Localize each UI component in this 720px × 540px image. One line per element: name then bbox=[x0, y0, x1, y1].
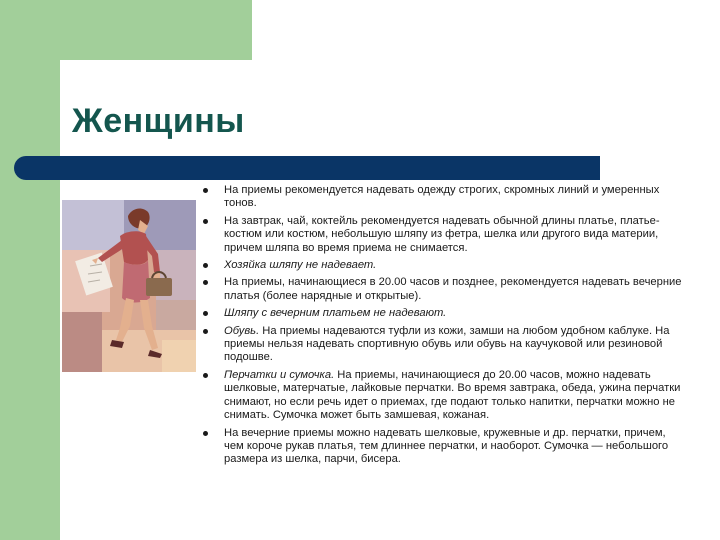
bullet-item bbox=[202, 307, 688, 320]
bullet-item bbox=[202, 427, 688, 467]
bullet-list bbox=[202, 184, 688, 471]
bullet-icon bbox=[203, 280, 208, 285]
bullet-icon bbox=[203, 373, 208, 378]
left-green-band bbox=[0, 0, 60, 540]
bullet-item bbox=[202, 259, 688, 272]
bullet-icon bbox=[203, 329, 208, 334]
bullet-text: На приемы рекомендуется надевать одежду строгих, скромных линий и умеренных тонов. bbox=[224, 184, 660, 210]
bullet-text: На приемы, начинающиеся в 20.00 часов и позднее, рекомендуется надевать вечерние платья (более нарядные и открытые). bbox=[224, 276, 682, 302]
bullet-item bbox=[202, 369, 688, 423]
bullet-text: На приемы надеваются туфли из кожи, замши на любом удобном каблуке. На приемы нельзя надевать спортивную обувь или обувь на каучуковой или резиновой подошве. bbox=[224, 324, 670, 364]
bullet-item bbox=[202, 325, 688, 365]
bullet-icon bbox=[203, 219, 208, 224]
bullet-icon bbox=[203, 263, 208, 268]
title-underline-bar bbox=[14, 156, 600, 180]
bullet-text: На завтрак, чай, коктейль рекомендуется надевать обычной длины платье, платье-костюм или костюм, небольшую шляпу из фетра, шелка или другого вида материи, причем шляпа во время приема не снимается. bbox=[224, 214, 660, 254]
bullet-icon bbox=[203, 311, 208, 316]
bullet-text: На вечерние приемы можно надевать шелковые, кружевные и др. перчатки, причем, чем короче рукав платья, тем длиннее перчатки, и наоборот. Сумочка — небольшого размера из шелка, парчи, бисера. bbox=[224, 426, 669, 466]
slide-title: Женщины bbox=[72, 102, 245, 140]
top-green-band bbox=[0, 0, 252, 60]
bullet-item bbox=[202, 215, 688, 255]
woman-walking-with-handbag-clipart bbox=[62, 200, 196, 372]
bullet-text: На приемы, начинающиеся до 20.00 часов, можно надевать шелковые, матерчатые, лайковые перчатки. Во время завтрака, обеда, ужина перчатки снимают, но если речь идет о приемах, где подают только напитки, перчатки можно не снимать. Сумочка может быть замшевая, кожаная. bbox=[224, 368, 681, 422]
bullet-item bbox=[202, 184, 688, 211]
bullet-icon bbox=[203, 431, 208, 436]
bullet-lead: Перчатки и сумочка. bbox=[224, 368, 335, 381]
bullet-lead: Шляпу с вечерним платьем не надевают. bbox=[224, 307, 447, 320]
bullet-icon bbox=[203, 188, 208, 193]
bullet-lead: Хозяйка шляпу не надевает. bbox=[224, 259, 377, 272]
bullet-item bbox=[202, 276, 688, 303]
bullet-lead: Обувь. bbox=[224, 324, 260, 337]
